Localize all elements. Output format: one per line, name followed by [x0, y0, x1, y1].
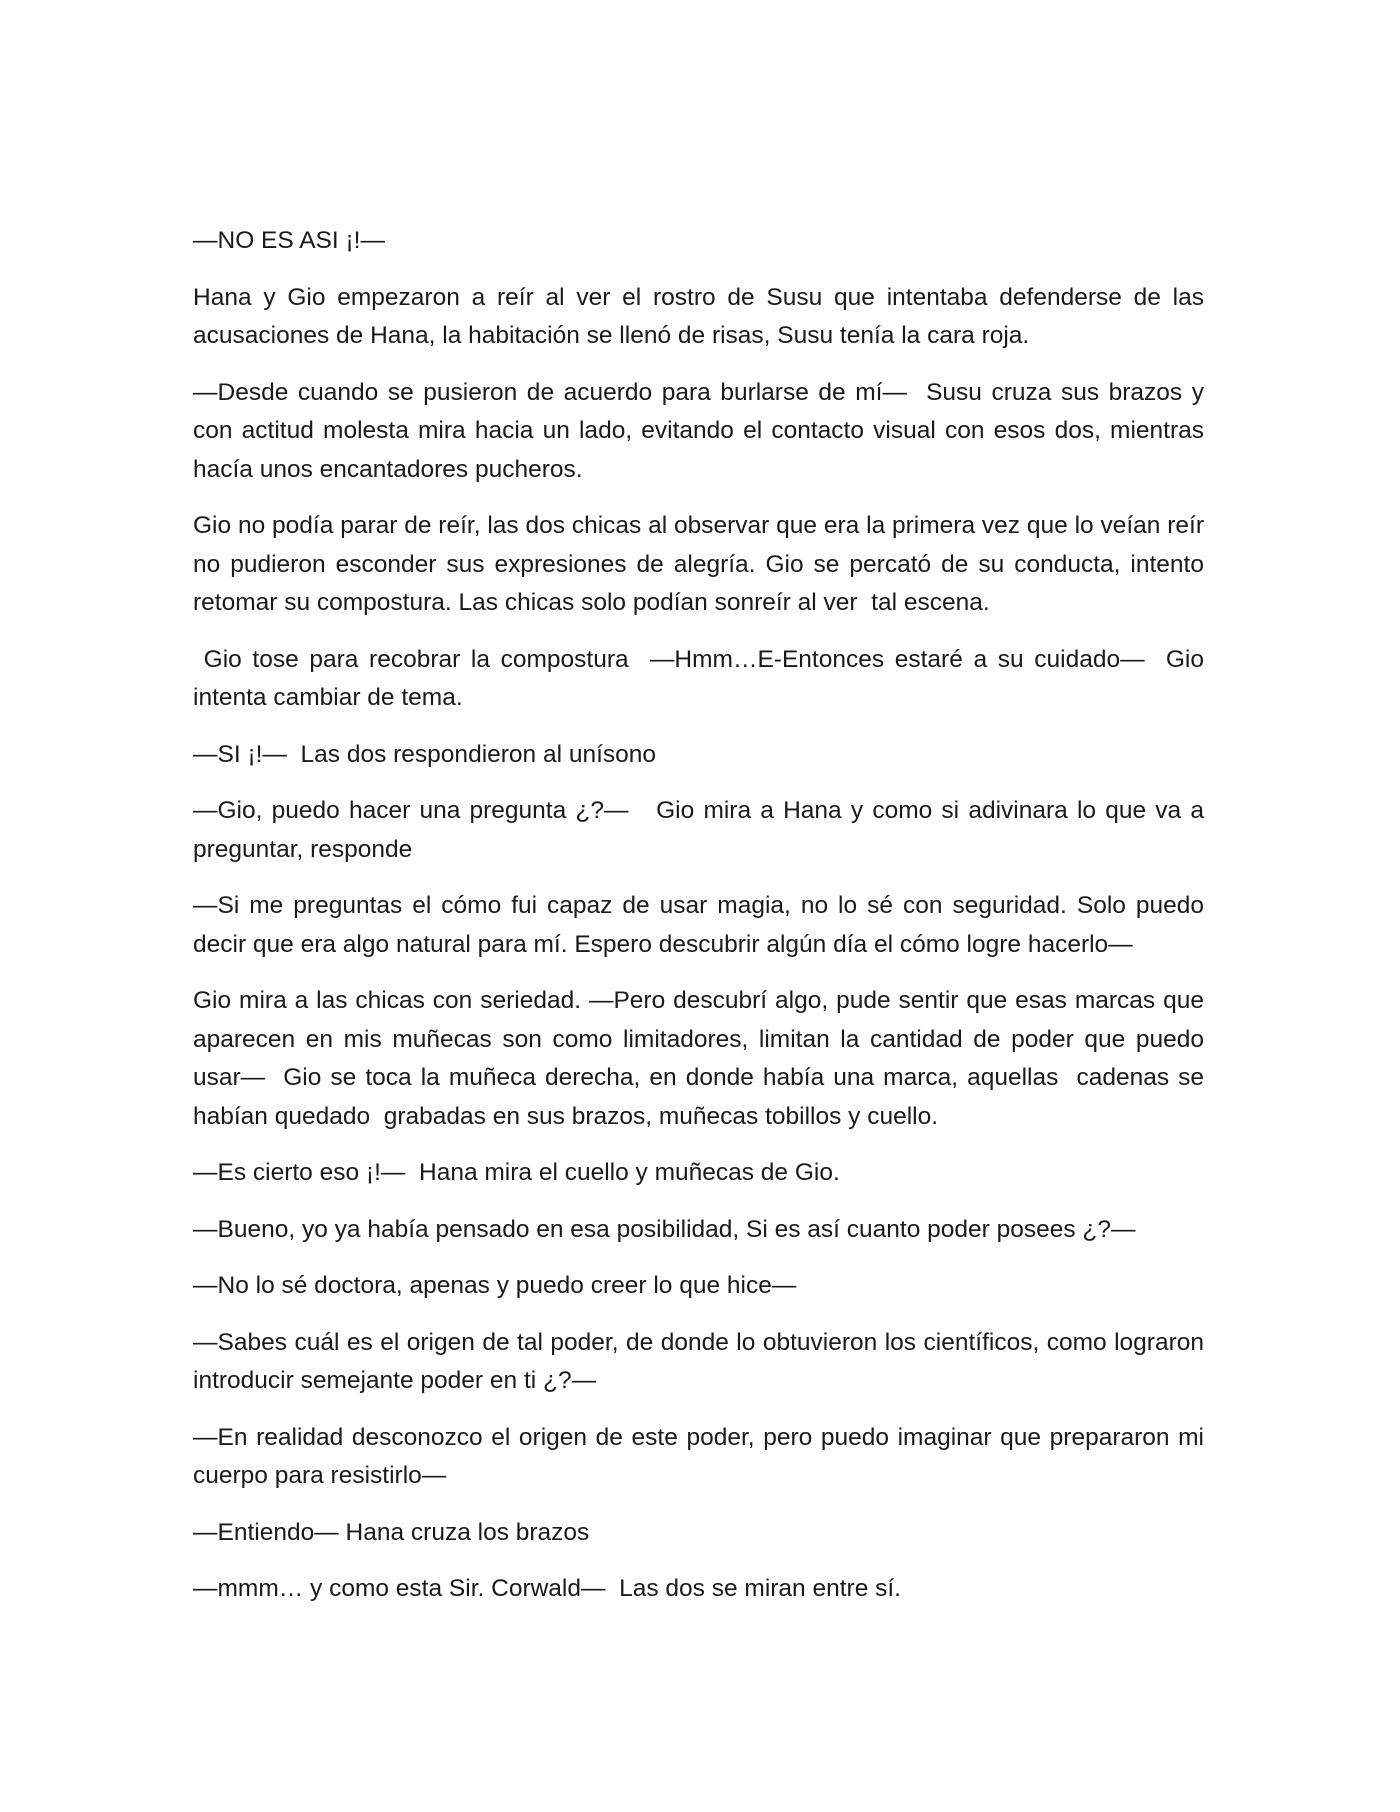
paragraph-8: —Si me preguntas el cómo fui capaz de usar magia, no lo sé con seguridad. Solo puedo decir que era algo natural para mí. Espero descubrir algún día el cómo logre hacerlo— — [193, 892, 1211, 958]
text-body — [193, 222, 1211, 1627]
paragraph-9: Gio mira a las chicas con seriedad. —Pero descubrí algo, pude sentir que esas marcas que aparecen en mis muñecas son como limitadores, limitan la cantidad de poder que puedo usar— Gio se toca la muñeca derecha, en donde había una marca, aquellas cadenas se habían quedado grabadas en sus brazos, muñecas tobillos y cuello. — [193, 987, 1211, 1130]
paragraph-13: —Sabes cuál es el origen de tal poder, de donde lo obtuvieron los científicos, como lograron introducir semejante poder en ti ¿?— — [193, 1328, 1211, 1394]
paragraph-12: —No lo sé doctora, apenas y puedo creer lo que hice— — [193, 1272, 797, 1299]
paragraph-15: —Entiendo— Hana cruza los brazos — [193, 1518, 590, 1546]
paragraph-3: —Desde cuando se pusieron de acuerdo para burlarse de mí— Susu cruza sus brazos y con actitud molesta mira hacia un lado, evitando el contacto visual con esos dos, mientras hacía unos encantadores pucheros. — [193, 378, 1211, 483]
paragraph-7: —Gio, puedo hacer una pregunta ¿?— Gio mira a Hana y como si adivinara lo que va a preguntar, responde — [193, 797, 1211, 863]
paragraph-1: —NO ES ASI ¡!— — [193, 227, 385, 254]
paragraph-10: —Es cierto eso ¡!— Hana mira el cuello y muñecas de Gio. — [193, 1159, 840, 1186]
paragraph-16: —mmm… y como esta Sir. Corwald— Las dos se miran entre sí. — [193, 1575, 901, 1602]
paragraph-14: —En realidad desconozco el origen de este poder, pero puedo imaginar que prepararon mi cuerpo para resistirlo— — [193, 1423, 1211, 1489]
paragraph-4: Gio no podía parar de reír, las dos chicas al observar que era la primera vez que lo veían reír no pudieron esconder sus expresiones de alegría. Gio se percató de su conducta, intento retomar su compostura. Las chicas solo podían sonreír al ver tal escena. — [193, 512, 1211, 616]
paragraph-5: Gio tose para recobrar la compostura —Hmm…E-Entonces estaré a su cuidado— Gio intenta cambiar de tema. — [193, 645, 1211, 711]
paragraph-6: —SI ¡!— Las dos respondieron al unísono — [193, 740, 657, 768]
paragraph-11: —Bueno, yo ya había pensado en esa posibilidad, Si es así cuanto poder posees ¿?— — [193, 1215, 1136, 1243]
paragraph-2: Hana y Gio empezaron a reír al ver el rostro de Susu que intentaba defenderse de las acusaciones de Hana, la habitación se llenó de risas, Susu tenía la cara roja. — [193, 283, 1211, 349]
